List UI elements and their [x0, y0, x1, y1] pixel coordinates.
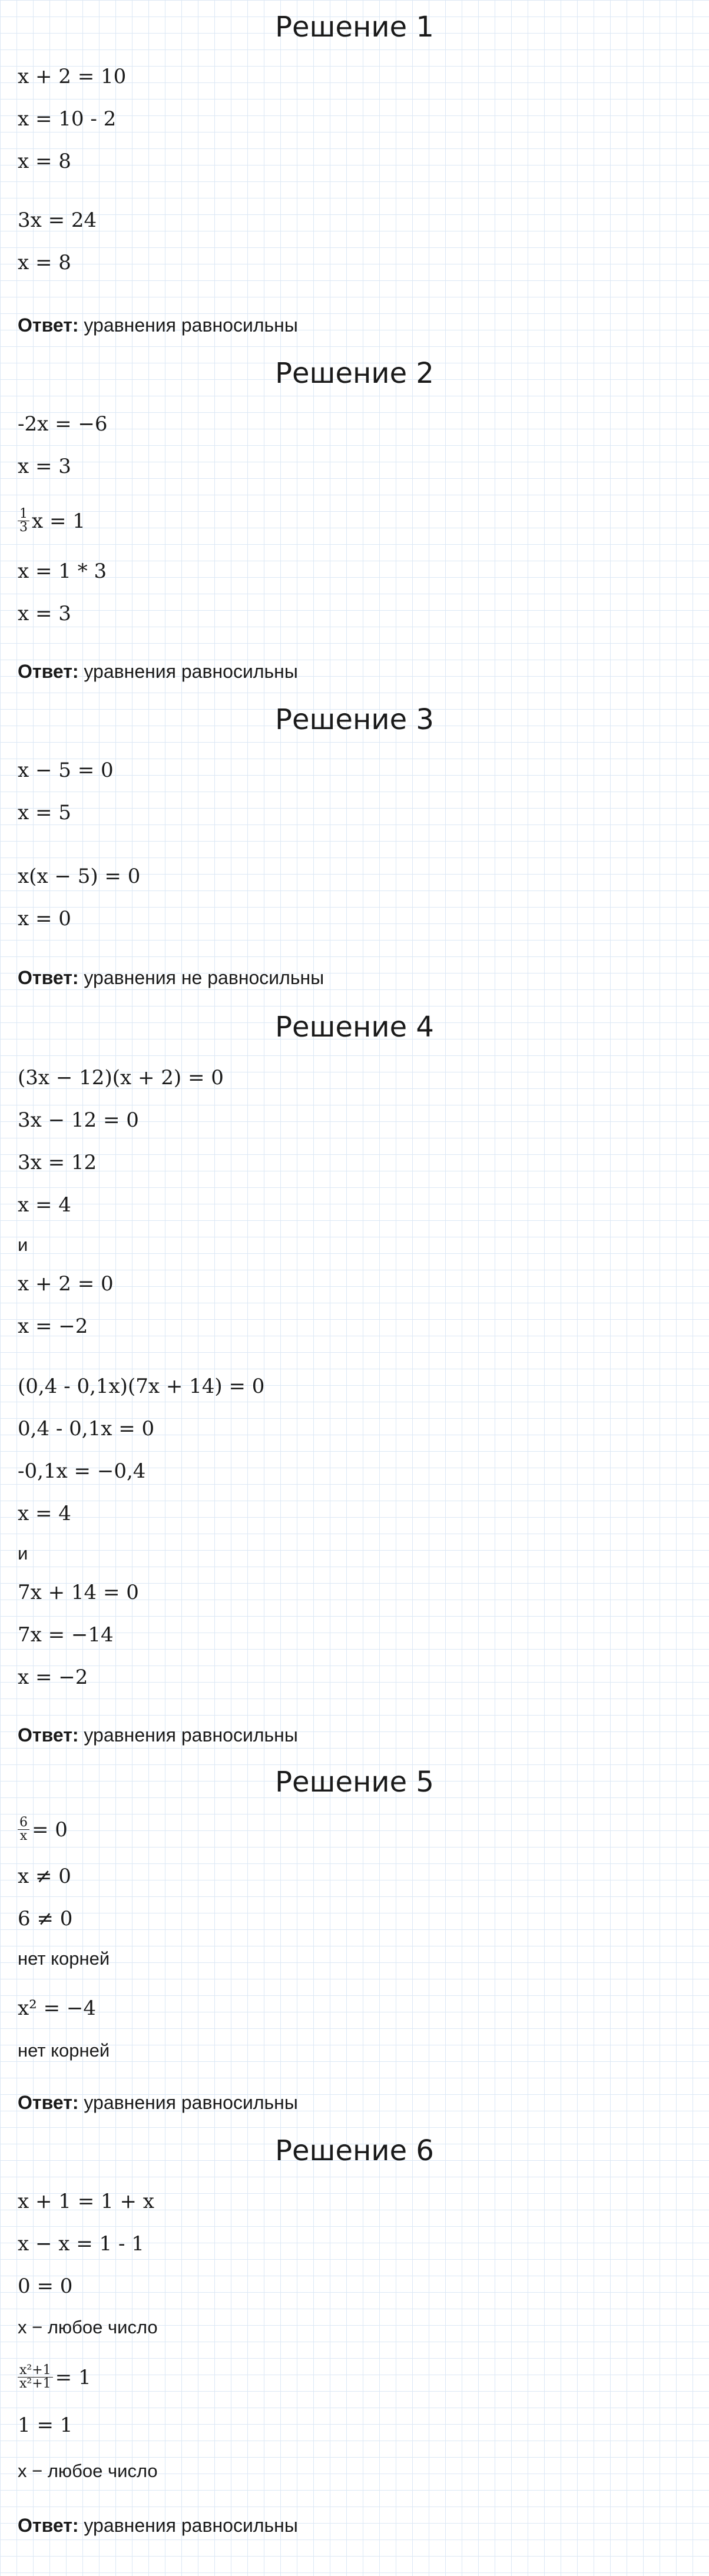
equation-line: x = 3 — [18, 602, 71, 625]
equation-line: (0,4 - 0,1x)(7x + 14) = 0 — [18, 1375, 265, 1398]
answer-label: Ответ: — [18, 2092, 79, 2113]
equation-line: x = −2 — [18, 1315, 88, 1338]
equation-line: x ≠ 0 — [18, 1865, 71, 1888]
answer-line — [18, 313, 298, 337]
equation-line: -2x = −6 — [18, 412, 108, 436]
note-text: нет корней — [18, 1948, 110, 1969]
answer-line — [18, 966, 324, 989]
fraction-equation-line — [18, 2364, 91, 2390]
equation-line: x = 8 — [18, 251, 71, 274]
answer-text: уравнения не равносильны — [84, 967, 324, 988]
answer-label: Ответ: — [18, 2515, 79, 2536]
equation-line: 7x = −14 — [18, 1623, 114, 1647]
equation-rest: x = 1 — [32, 509, 85, 533]
equation-line: 1 = 1 — [18, 2413, 73, 2437]
equation-line: x = 10 - 2 — [18, 107, 117, 131]
equation-line: (3x − 12)(x + 2) = 0 — [18, 1066, 224, 1090]
fraction — [18, 2364, 53, 2390]
equation-line: x = 8 — [18, 150, 71, 173]
equation-line: x = 5 — [18, 801, 71, 825]
answer-text: уравнения равносильны — [84, 1724, 298, 1746]
fraction-denominator: x — [19, 1829, 28, 1843]
answer-label: Ответ: — [18, 1724, 79, 1746]
answer-text: уравнения равносильны — [84, 661, 298, 682]
equation-line: x − 5 = 0 — [18, 759, 114, 782]
equation-line: -0,1x = −0,4 — [18, 1459, 146, 1483]
fraction-numerator: 1 — [18, 508, 29, 521]
note-text: x − любое число — [18, 2317, 158, 2337]
answer-label: Ответ: — [18, 967, 79, 988]
answer-text: уравнения равносильны — [84, 314, 298, 336]
equation-line: x + 2 = 0 — [18, 1272, 114, 1296]
solution-1-title: Решение 1 — [275, 11, 434, 44]
equation-line: x = 4 — [18, 1193, 71, 1217]
conjunction-text: и — [18, 1543, 28, 1564]
equation-rest: = 1 — [55, 2365, 91, 2389]
equation-line: x − x = 1 - 1 — [18, 2232, 144, 2256]
answer-line — [18, 660, 298, 683]
equation-line: 3x = 24 — [18, 208, 97, 232]
equation-line: 7x + 14 = 0 — [18, 1581, 139, 1604]
equation-line: x = 1 * 3 — [18, 559, 107, 583]
fraction-numerator: x²+1 — [18, 2364, 53, 2378]
equation-line: x = 3 — [18, 455, 71, 478]
equation-line: 0,4 - 0,1x = 0 — [18, 1417, 155, 1441]
note-text: нет корней — [18, 2040, 110, 2061]
fraction-equation-line — [18, 1816, 68, 1843]
answer-line — [18, 1723, 298, 1747]
equation-line: x² = −4 — [18, 1996, 97, 2020]
fraction — [18, 1816, 29, 1843]
equation-rest: = 0 — [32, 1817, 68, 1842]
solution-4-title: Решение 4 — [275, 1011, 434, 1044]
answer-text: уравнения равносильны — [84, 2515, 298, 2536]
fraction-numerator: 6 — [18, 1816, 29, 1830]
fraction-equation-line — [18, 508, 85, 534]
answer-line — [18, 2091, 298, 2114]
fraction-denominator: 3 — [19, 520, 28, 535]
answer-label: Ответ: — [18, 661, 79, 682]
solution-3-title: Решение 3 — [275, 703, 434, 736]
fraction — [18, 508, 29, 534]
equation-line: 3x − 12 = 0 — [18, 1108, 139, 1132]
fraction-denominator: x²+1 — [19, 2376, 51, 2391]
equation-line: x + 2 = 10 — [18, 65, 127, 88]
equation-line: x + 1 = 1 + x — [18, 2190, 154, 2213]
equation-line: 3x = 12 — [18, 1151, 97, 1174]
equation-line: x = −2 — [18, 1666, 88, 1689]
equation-line: x = 4 — [18, 1502, 71, 1525]
equation-line: x = 0 — [18, 907, 71, 931]
equation-line: 0 = 0 — [18, 2274, 73, 2298]
solution-2-title: Решение 2 — [275, 357, 434, 390]
equation-line: x(x − 5) = 0 — [18, 865, 141, 888]
solution-5-title: Решение 5 — [275, 1766, 434, 1799]
answer-text: уравнения равносильны — [84, 2092, 298, 2113]
equation-line: 6 ≠ 0 — [18, 1907, 73, 1931]
answer-label: Ответ: — [18, 314, 79, 336]
solution-6-title: Решение 6 — [275, 2134, 434, 2167]
note-text: x − любое число — [18, 2461, 158, 2481]
conjunction-text: и — [18, 1234, 28, 1255]
answer-line — [18, 2514, 298, 2537]
